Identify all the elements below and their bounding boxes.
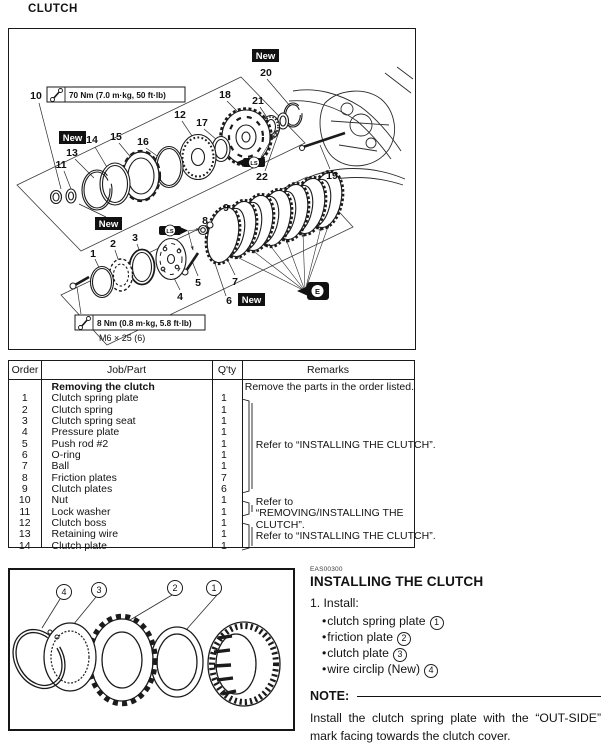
remarks-intro: Remove the parts in the order listed. (244, 381, 414, 393)
qty-cell: 1 (221, 460, 227, 473)
jobpart-cell: Ball (51, 460, 70, 473)
part-push-rod-19 (300, 133, 346, 151)
circled-number: 4 (424, 664, 438, 678)
install-section (310, 566, 601, 745)
exploded-diagram-box (8, 28, 416, 350)
svg-text:12: 12 (174, 109, 186, 121)
jobpart-cell: Clutch spring seat (51, 415, 136, 428)
order-cell: 10 (18, 494, 31, 507)
qty-cell: 1 (221, 539, 227, 552)
svg-text:6: 6 (226, 295, 232, 307)
svg-text:3: 3 (132, 232, 138, 244)
order-cell: 12 (18, 517, 31, 530)
detail-callout-numbers (61, 583, 216, 597)
engine-oil-icon (297, 282, 329, 300)
svg-text:16: 16 (137, 136, 149, 148)
svg-text:New: New (62, 132, 83, 144)
circled-number: 1 (430, 616, 444, 630)
jobpart-cell: Clutch plate (51, 539, 107, 552)
order-cell: 1 (21, 392, 28, 405)
remark-group-text: Refer to “INSTALLING THE CLUTCH”. (255, 530, 436, 542)
svg-text:8 Nm (0.8 m·kg, 5.8 ft·lb): 8 Nm (0.8 m·kg, 5.8 ft·lb) (97, 318, 192, 328)
svg-text:2: 2 (110, 238, 116, 250)
svg-text:7: 7 (232, 276, 238, 288)
bullet-glyph: • (322, 662, 327, 676)
qty-cell: 1 (221, 528, 227, 541)
order-cell: 5 (21, 437, 28, 450)
bullet-glyph: • (322, 646, 327, 660)
svg-text:22: 22 (256, 171, 268, 183)
bullet-glyph: • (322, 630, 327, 644)
clutch-plate-detail-diagram (10, 570, 293, 729)
order-cell: 9 (21, 483, 28, 496)
jobpart-cell: Pressure plate (51, 426, 120, 439)
jobpart-cell: Clutch spring plate (51, 392, 139, 405)
remark-group-text: Refer to “INSTALLING THE CLUTCH”. (255, 439, 436, 451)
svg-text:20: 20 (260, 67, 272, 79)
exploded-diagram (9, 29, 415, 349)
svg-text:4: 4 (61, 587, 67, 598)
svg-text:New: New (98, 218, 119, 230)
qty-cell: 1 (221, 403, 227, 416)
order-cell: 8 (21, 471, 28, 484)
detail-spring-plate-1 (151, 627, 203, 697)
part-clutch-plate-14 (100, 163, 130, 205)
table-header-qty: Q'ty (217, 364, 237, 376)
jobpart-cell: Clutch boss (51, 517, 107, 530)
torque-box-lower (75, 315, 205, 330)
jobpart-section-title: Removing the clutch (51, 381, 155, 393)
svg-text:19: 19 (326, 170, 338, 182)
svg-text:New: New (241, 294, 262, 306)
svg-text:1: 1 (90, 248, 96, 260)
install-item (322, 646, 601, 662)
qty-cell: 1 (221, 494, 227, 507)
install-step: 1. Install: (310, 596, 359, 610)
qty-cell: 6 (221, 483, 227, 496)
table-column-qty (209, 382, 239, 552)
svg-text:17: 17 (196, 117, 208, 129)
clutch-plate-detail-box (8, 568, 295, 731)
order-cell: 6 (21, 449, 28, 462)
jobpart-cell: Push rod #2 (51, 437, 109, 450)
svg-text:10: 10 (30, 90, 42, 102)
part-spring-seat-3 (130, 250, 155, 285)
new-badge (238, 293, 265, 306)
jobpart-cell: Nut (51, 494, 68, 507)
svg-text:11: 11 (55, 159, 67, 171)
svg-text:15: 15 (110, 131, 122, 143)
part-clutch-boss-12 (180, 135, 216, 180)
svg-text:5: 5 (195, 277, 201, 289)
jobpart-cell: Lock washer (51, 505, 111, 518)
qty-cell: 1 (221, 437, 227, 450)
table-divider (212, 361, 213, 547)
order-cell: 14 (18, 539, 31, 552)
order-cell: 3 (21, 415, 28, 428)
section-code: EAS00300 (310, 566, 343, 573)
bullet-glyph: • (322, 614, 327, 628)
jobpart-cell: Clutch plates (51, 483, 113, 496)
install-item (322, 614, 601, 630)
detail-clutch-boss (208, 622, 280, 706)
svg-text:3: 3 (96, 585, 102, 596)
grease-tube-icon (159, 225, 188, 236)
table-divider (41, 361, 42, 547)
svg-text:21: 21 (252, 95, 264, 107)
svg-text:14: 14 (86, 134, 98, 146)
circled-number: 2 (397, 632, 411, 646)
engine-case-sketch (289, 67, 413, 185)
svg-text:4: 4 (177, 291, 183, 303)
table-column-order (9, 382, 41, 552)
table-column-remarks (239, 381, 436, 547)
qty-cell: 1 (221, 449, 227, 462)
part-spring-plate-1 (91, 267, 114, 298)
section-title: INSTALLING THE CLUTCH (310, 574, 484, 589)
table-header-order: Order (11, 364, 39, 376)
qty-cell: 1 (221, 426, 227, 439)
svg-text:8: 8 (202, 215, 208, 227)
table-header-remarks: Remarks (306, 364, 349, 376)
qty-cell: 1 (221, 415, 227, 428)
new-badge (252, 49, 279, 62)
jobpart-cell: O-ring (51, 449, 81, 462)
svg-text:E: E (314, 286, 321, 296)
install-item (322, 630, 601, 646)
svg-text:New: New (255, 50, 276, 62)
svg-text:1: 1 (211, 583, 217, 594)
jobpart-cell: Friction plates (51, 471, 117, 484)
install-item-label: clutch spring plate (327, 614, 426, 628)
order-cell: 7 (21, 460, 28, 473)
part-pressure-plate-4 (156, 239, 186, 280)
bolt-spec-label: M6 × 25 (6) (99, 333, 146, 343)
svg-text:18: 18 (219, 89, 231, 101)
torque-box-upper (47, 87, 185, 102)
order-cell: 13 (18, 528, 31, 541)
detail-callouts (57, 581, 222, 600)
svg-text:70 Nm (7.0 m·kg, 50 ft·lb): 70 Nm (7.0 m·kg, 50 ft·lb) (69, 90, 166, 100)
page-title: CLUTCH (28, 3, 78, 15)
part-nut-10 (51, 191, 62, 204)
order-cell: 11 (19, 505, 31, 518)
parts-table (8, 360, 436, 552)
install-item-label: clutch plate (327, 646, 389, 660)
part-lock-washer-11 (66, 189, 76, 203)
svg-text:LS: LS (250, 161, 258, 167)
svg-text:2: 2 (172, 583, 178, 594)
table-header-jobpart: Job/Part (106, 364, 147, 376)
table-column-jobpart (41, 381, 210, 552)
jobpart-cell: Clutch spring (51, 403, 113, 416)
order-cell: 4 (21, 426, 28, 439)
jobpart-cell: Retaining wire (51, 528, 119, 541)
grease-leader-lines (188, 229, 200, 250)
svg-text:13: 13 (66, 147, 78, 159)
note-rule (357, 696, 601, 697)
svg-text:LS: LS (166, 229, 174, 235)
note-text: Install the clutch spring plate with the “OUT-SIDE” mark facing towards the clutch cover. (310, 711, 601, 743)
install-item-label: friction plate (327, 630, 393, 644)
install-item (322, 662, 601, 678)
install-item-label: wire circlip (New) (327, 662, 421, 676)
qty-cell: 7 (221, 471, 227, 484)
detail-friction-plate-2 (89, 617, 155, 704)
remark-group-text: Refer to “REMOVING/INSTALLING THE CLUTCH”. (255, 496, 404, 531)
order-cell: 2 (21, 403, 28, 416)
note-label: NOTE: (310, 689, 350, 703)
circled-number: 3 (393, 648, 407, 662)
qty-cell: 1 (221, 392, 227, 405)
svg-text:9: 9 (223, 202, 229, 214)
new-badge (95, 217, 122, 230)
qty-cell: 1 (221, 505, 227, 518)
new-badge (59, 131, 86, 144)
note-header (310, 689, 601, 703)
qty-cell: 1 (221, 517, 227, 530)
install-item-list (310, 614, 601, 678)
